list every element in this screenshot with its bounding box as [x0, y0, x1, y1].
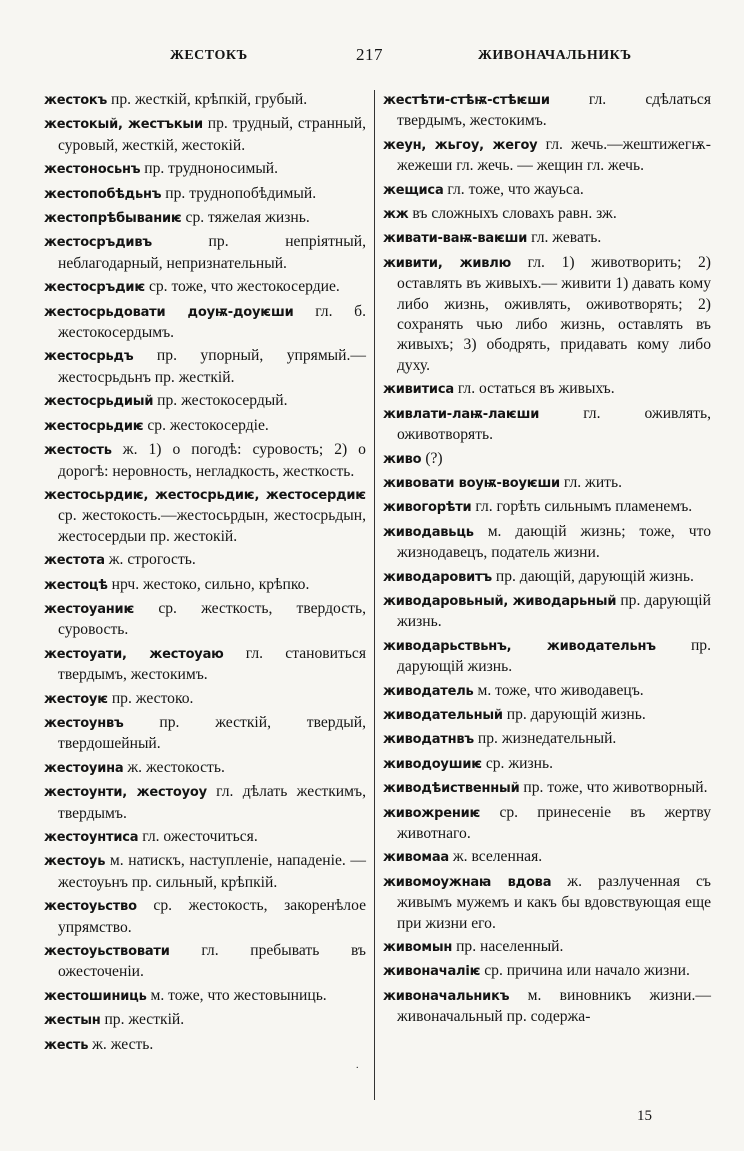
entry-headword: жестота	[44, 553, 105, 569]
entry-definition: гл. оживлять, оживотворять.	[397, 404, 711, 444]
entry-definition: ж. жесть.	[92, 1035, 154, 1053]
dictionary-entry	[44, 416, 366, 437]
dictionary-entry	[44, 346, 366, 388]
entry-headword: живодатнвъ	[383, 732, 474, 748]
entry-definition: пр. населенный.	[456, 938, 564, 956]
entry-headword: живодатель	[383, 683, 474, 699]
entry-definition: ср. жестокосердіе.	[147, 416, 269, 434]
dictionary-entry	[44, 851, 366, 893]
entry-headword: жестоунвъ	[44, 715, 124, 731]
dictionary-entry	[44, 90, 366, 111]
left-column	[44, 90, 366, 1059]
entry-definition: ср. тоже, что жестокосердие.	[148, 278, 340, 296]
entry-definition: ср. жесткость, твердость, суровость.	[58, 599, 366, 639]
dictionary-entry	[383, 847, 711, 868]
dictionary-entry	[383, 253, 711, 376]
entry-definition: пр. трудноносимый.	[144, 160, 279, 178]
running-head-left: ЖЕСТОКЪ	[170, 48, 248, 63]
entry-headword: живо	[383, 451, 422, 467]
entry-headword: жестошиниць	[44, 988, 147, 1004]
entry-definition: гл. тоже, что жауьса.	[447, 180, 584, 198]
entry-definition: пр. дарующій жизнь.	[397, 591, 711, 631]
dictionary-entry	[44, 184, 366, 205]
entry-definition: пр. жизнедательный.	[477, 730, 617, 748]
entry-headword: живитиса	[383, 382, 454, 398]
margin-mark: .	[356, 1060, 359, 1071]
entry-headword: жестосрьдиый	[44, 394, 154, 410]
dictionary-entry	[44, 391, 366, 412]
dictionary-entry	[44, 689, 366, 710]
entry-definition: гл. остаться въ живыхъ.	[457, 380, 615, 398]
dictionary-entry	[44, 986, 366, 1007]
entry-headword: жестоуьство	[44, 899, 137, 915]
entry-headword: живодоушиѥ	[383, 756, 482, 772]
entry-definition: м. натискъ, наступленіе, нападеніе. — жестоуьнъ пр. сильный, крѣпкій.	[58, 852, 366, 891]
entry-definition: пр. трудный, странный, суровый, жесткій, жестокій.	[58, 115, 366, 154]
entry-definition: ж. строгость.	[108, 551, 196, 569]
entry-headword: жестоуина	[44, 760, 124, 776]
dictionary-entry	[44, 232, 366, 274]
dictionary-entry	[383, 90, 711, 132]
dictionary-entry	[44, 1035, 366, 1056]
entry-headword: жестоцѣ	[44, 577, 108, 593]
entry-headword: живодаровьный, живодарьный	[383, 593, 617, 609]
entry-definition: пр. дарующій жизнь.	[506, 705, 646, 723]
entry-headword: живодавьць	[383, 524, 474, 540]
entry-definition: пр. жесткій, твердый, твердошейный.	[58, 713, 367, 753]
entry-definition: гл. горѣть сильнымъ пламенемъ.	[475, 498, 693, 516]
entry-headword: живодаровитъ	[383, 569, 492, 585]
dictionary-entry	[383, 636, 711, 678]
dictionary-entry	[383, 961, 711, 982]
entry-definition: ж. разлученная съ живымъ мужемъ и какъ бы вдовствующая еще при жизни его.	[397, 872, 711, 932]
entry-headword: жестосръдиѥ	[44, 280, 146, 296]
entry-definition: пр. непріятный, неблагодарный, непризнательный.	[58, 233, 366, 272]
dictionary-entry	[44, 575, 366, 596]
dictionary-entry	[44, 1010, 366, 1031]
page-number: 217	[356, 45, 383, 64]
entry-headword: жестоуати, жестоуаю	[44, 646, 224, 662]
entry-headword: живодательный	[383, 707, 503, 723]
entry-definition: нрч. жестоко, сильно, крѣпко.	[111, 575, 310, 593]
right-column	[383, 90, 711, 1031]
dictionary-entry	[383, 778, 711, 799]
entry-headword: живоначаліѥ	[383, 964, 481, 980]
entry-definition: гл. б. жестокосердымъ.	[58, 302, 366, 342]
entry-headword: жестокый, жестъкыи	[44, 117, 203, 133]
entry-definition: ср. тяжелая жизнь.	[185, 209, 310, 227]
entry-headword: жестосрьдовати доуѭ-доуѥши	[44, 304, 294, 320]
entry-definition: пр. труднопобѣдимый.	[165, 184, 317, 202]
entry-definition: ср. причина или начало жизни.	[484, 962, 690, 980]
dictionary-entry	[44, 302, 366, 344]
dictionary-entry	[383, 180, 711, 201]
column-divider	[374, 90, 375, 1100]
entry-headword: жестосрьдиѥ	[44, 418, 144, 434]
entry-definition: ж. жестокость.	[127, 758, 225, 776]
entry-headword: жестосьрдиѥ, жестосрьдиѥ, жестосердиѥ	[44, 487, 366, 503]
dictionary-entry	[383, 449, 711, 470]
dictionary-entry	[383, 681, 711, 702]
entry-definition: гл. жечь.—жештижегѭ-жежеши гл. жечь. — жещин гл. жечь.	[397, 135, 712, 175]
entry-headword: жестопобѣдьнъ	[44, 186, 162, 202]
dictionary-entry	[383, 986, 711, 1028]
dictionary-entry	[383, 803, 711, 845]
dictionary-entry	[44, 114, 366, 156]
dictionary-entry	[44, 827, 366, 848]
entry-headword: жестокъ	[44, 93, 108, 108]
entry-definition: ср. принесеніе въ жертву животнаго.	[397, 803, 711, 842]
entry-headword: жестоунти, жестоуоу	[44, 785, 207, 801]
dictionary-entry	[383, 937, 711, 958]
dictionary-entry	[383, 135, 711, 177]
entry-headword: жестоуѥ	[44, 691, 108, 707]
entry-definition: пр. тоже, что животворный.	[523, 779, 708, 797]
entry-definition: (?)	[425, 449, 443, 467]
entry-headword: жестопрѣбываниѥ	[44, 211, 182, 227]
dictionary-entry	[383, 522, 711, 564]
entry-definition: гл. 1) животворить; 2) оставлять въ живыхъ.— живити 1) давать кому либо жизнь, оживлять, оживотворять; 2) сохранять чью либо жизнь, оставлять въ живыхъ; 3) ободрять, придавать кому либо духу.	[397, 253, 712, 374]
entry-headword: живати-ваѭ-ваѥши	[383, 231, 528, 247]
entry-definition: въ сложныхъ словахъ равн. зж.	[412, 205, 617, 223]
entry-headword: жестоносьнъ	[44, 162, 141, 178]
dictionary-entry	[383, 228, 711, 249]
entry-headword: жестоуьствовати	[44, 944, 170, 960]
entry-headword: жестѣти-стѣѭ-стѣѥши	[383, 93, 550, 108]
entry-definition: гл. жить.	[563, 473, 622, 491]
dictionary-entry	[383, 473, 711, 494]
entry-headword: жесть	[44, 1037, 89, 1053]
entry-definition: гл. сдѣлаться твердымъ, жестокимъ.	[397, 91, 711, 130]
entry-definition: пр. жесткій.	[104, 1011, 185, 1029]
entry-definition: пр. упорный, упрямый.— жестосрьдьнъ пр. жесткій.	[58, 347, 366, 386]
entry-definition: пр. дающій, дарующій жизнь.	[495, 567, 694, 585]
entry-headword: живогорѣти	[383, 500, 472, 516]
dictionary-entry	[383, 872, 711, 934]
entry-headword: жестоуаниѥ	[44, 601, 135, 617]
entry-definition: ср. жестокость, закоренѣлое упрямство.	[58, 897, 367, 936]
dictionary-entry	[44, 485, 366, 547]
entry-definition: пр. жесткій, крѣпкій, грубый.	[111, 91, 308, 108]
entry-headword: живожрениѥ	[383, 805, 481, 821]
dictionary-entry	[383, 497, 711, 518]
dictionary-entry	[44, 159, 366, 180]
entry-definition: м. тоже, что жестовыниць.	[150, 986, 327, 1004]
entry-definition: гл. дѣлать жесткимъ, твердымъ.	[58, 783, 366, 822]
entry-definition: ср. жестокость.—жестосьрдын, жестосрьдын, жестосердыи пр. жестокій.	[58, 507, 366, 545]
entry-headword: жж	[383, 207, 409, 223]
entry-headword: жестосрьдъ	[44, 349, 134, 365]
entry-definition: гл. жевать.	[531, 229, 602, 247]
entry-headword: живодѣиственный	[383, 781, 520, 797]
dictionary-entry	[383, 204, 711, 225]
entry-definition: ж. вселенная.	[452, 848, 543, 866]
entry-definition: ср. жизнь.	[485, 754, 553, 772]
entry-headword: жеун, жьгоу, жегоу	[383, 137, 538, 153]
dictionary-entry	[44, 644, 366, 686]
dictionary-entry	[383, 729, 711, 750]
entry-headword: живомаа	[383, 850, 449, 866]
dictionary-entry	[383, 567, 711, 588]
entry-headword: жестость	[44, 443, 112, 459]
entry-definition: гл. пребывать въ ожесточеніи.	[58, 942, 366, 981]
dictionary-entry	[383, 591, 711, 633]
entry-headword: живовати воуѭ-воуѥши	[383, 475, 560, 491]
entry-headword: жестосръдивъ	[44, 235, 152, 251]
entry-definition: ж. 1) о погодѣ: суровость; 2) о дорогѣ: неровность, негладкость, жесткость.	[58, 441, 366, 480]
entry-headword: жестоунтиса	[44, 830, 139, 845]
entry-headword: живлати-лаѭ-лаѥши	[383, 406, 540, 422]
entry-definition: м. дающій жизнь; тоже, что жизнодавецъ, податель жизни.	[397, 522, 711, 562]
entry-definition: гл. становиться твердымъ, жестокимъ.	[58, 644, 366, 684]
entry-headword: живоначальникъ	[383, 988, 510, 1004]
dictionary-entry	[44, 208, 366, 229]
dictionary-entry	[44, 713, 366, 755]
dictionary-entry	[44, 896, 366, 938]
dictionary-entry	[44, 440, 366, 482]
entry-headword: жещиса	[383, 182, 444, 198]
entry-headword: жестоуь	[44, 854, 106, 870]
dictionary-entry	[44, 277, 366, 298]
entry-headword: живомоужнаꙗ вдова	[383, 874, 552, 890]
dictionary-entry	[383, 754, 711, 775]
entry-definition: гл. ожесточиться.	[142, 828, 258, 845]
entry-headword: живити, живлю	[383, 255, 512, 271]
entry-definition: пр. жестоко.	[111, 689, 194, 707]
entry-definition: пр. жестокосердый.	[157, 392, 288, 410]
dictionary-entry	[383, 705, 711, 726]
entry-definition: м. виновникъ жизни.—живоначальный пр. содержа-	[397, 986, 711, 1026]
dictionary-entry	[383, 379, 711, 400]
entry-headword: живодарьствьнъ, живодательнъ	[383, 638, 656, 654]
running-head-right: ЖИВОНАЧАЛЬНИКЪ	[478, 48, 632, 63]
dictionary-entry	[44, 758, 366, 779]
dictionary-entry	[44, 782, 366, 824]
dictionary-entry	[383, 404, 711, 446]
entry-definition: м. тоже, что живодавецъ.	[477, 681, 644, 699]
entry-headword: живомын	[383, 940, 453, 956]
signature-number: 15	[637, 1108, 652, 1124]
entry-definition: пр. дарующій жизнь.	[397, 636, 711, 676]
entry-headword: жестын	[44, 1013, 101, 1029]
dictionary-entry	[44, 550, 366, 571]
dictionary-entry	[44, 599, 366, 641]
dictionary-entry	[44, 941, 366, 983]
